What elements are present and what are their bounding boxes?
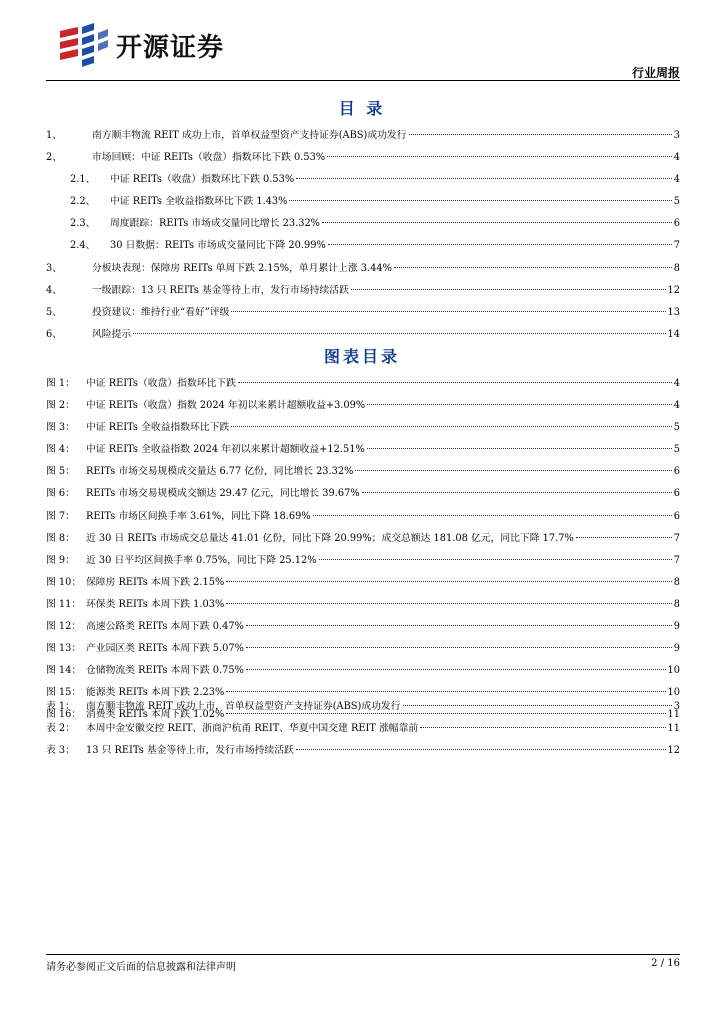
- entry-title: 30 日数据：REITs 市场成交量同比下降 20.99%: [110, 240, 326, 252]
- dot-leader: [231, 311, 665, 312]
- entry-title: 投资建议：维持行业“看好”评级: [92, 306, 230, 318]
- entry-number: 表 2：: [46, 723, 75, 735]
- header-divider: [46, 80, 680, 81]
- dot-leader: [246, 625, 672, 626]
- entry-number: 图 3：: [46, 422, 75, 434]
- table-entry[interactable]: [46, 696, 680, 718]
- entry-number: 图 13：: [46, 643, 82, 655]
- dot-leader: [231, 426, 672, 427]
- entry-title: 产业园区类 REITs 本周下跌 5.07%: [86, 643, 244, 655]
- dot-leader: [394, 267, 672, 268]
- entry-title: 近 30 日平均区间换手率 0.75%，同比下降 25.12%: [86, 554, 317, 566]
- dot-leader: [355, 470, 671, 471]
- toc-entry[interactable]: [46, 280, 680, 302]
- entry-title: 能源类 REITs 本周下跌 2.23%: [86, 687, 225, 699]
- entry-number: 4、: [46, 284, 63, 296]
- entry-number: 图 7：: [46, 510, 75, 522]
- entry-number: 图 11：: [46, 598, 82, 610]
- entry-title: 南方顺丰物流 REIT 成功上市，首单权益型资产支持证券(ABS)成功发行: [86, 701, 401, 712]
- entry-page-number: 8: [673, 598, 680, 610]
- document-type-label: 行业周报: [631, 66, 680, 80]
- dot-leader: [246, 647, 672, 648]
- entry-number: 图 4：: [46, 444, 75, 456]
- entry-number: 5、: [46, 306, 63, 318]
- entry-title: 中证 REITs（收盘）指数 2024 年初以来累计超额收益+3.09%: [86, 400, 366, 412]
- figure-entry[interactable]: [46, 660, 680, 682]
- toc-entry[interactable]: [46, 213, 680, 235]
- figure-entry[interactable]: [46, 572, 680, 594]
- entry-page-number: 9: [673, 643, 680, 655]
- entry-title: 13 只 REITs 基金等待上市，发行市场持续活跃: [86, 745, 294, 757]
- entry-number: 图 5：: [46, 466, 75, 478]
- entry-page-number: 14: [667, 328, 680, 340]
- dot-leader: [420, 727, 665, 728]
- entry-title: 近 30 日 REITs 市场成交总量达 41.01 亿份，同比下降 20.99%；成交总额达 181.08 亿元，同比下降 17.7%: [86, 532, 574, 544]
- entry-page-number: 4: [673, 174, 680, 186]
- entry-number: 图 15：: [46, 687, 82, 699]
- entry-page-number: 12: [667, 284, 680, 296]
- toc-entry[interactable]: [46, 258, 680, 280]
- dot-leader: [296, 178, 672, 179]
- entry-page-number: 5: [673, 422, 680, 434]
- entry-page-number: 6: [673, 510, 680, 522]
- entry-page-number: 10: [667, 665, 680, 677]
- toc-entry[interactable]: [46, 169, 680, 191]
- entry-title: 市场回顾：中证 REITs（收盘）指数环比下跌 0.53%: [92, 152, 326, 164]
- footer-divider: [46, 954, 680, 955]
- toc-list: [46, 125, 680, 346]
- entry-title: 分板块表现：保障房 REITs 单周下跌 2.15%，单月累计上涨 3.44%: [92, 262, 392, 274]
- entry-number: 图 2：: [46, 400, 75, 412]
- entry-page-number: 8: [673, 262, 680, 274]
- figure-entry[interactable]: [46, 638, 680, 660]
- kaiyuan-logo-icon: [58, 23, 110, 67]
- figure-entry[interactable]: [46, 461, 680, 483]
- entry-page-number: 9: [673, 621, 680, 633]
- dot-leader: [576, 537, 672, 538]
- entry-page-number: 7: [673, 554, 680, 566]
- entry-title: 中证 REITs（收盘）指数环比下跌 0.53%: [110, 174, 295, 186]
- dot-leader: [327, 156, 672, 157]
- dot-leader: [367, 448, 672, 449]
- dot-leader: [226, 581, 671, 582]
- table-entry[interactable]: [46, 718, 680, 740]
- dot-leader: [403, 705, 672, 706]
- entry-number: 1、: [46, 130, 63, 141]
- page-header: [46, 20, 680, 82]
- dot-leader: [296, 749, 666, 750]
- figures-list: [46, 373, 680, 727]
- toc-entry[interactable]: [46, 235, 680, 257]
- entry-number: 2.3、: [70, 218, 96, 230]
- entry-number: 图 14：: [46, 665, 82, 677]
- entry-title: 中证 REITs 全收益指数环比下跌 1.43%: [110, 196, 288, 208]
- entry-page-number: 3: [673, 701, 680, 712]
- figure-entry[interactable]: [46, 373, 680, 395]
- entry-page-number: 12: [667, 745, 680, 757]
- entry-page-number: 6: [673, 488, 680, 500]
- toc-entry[interactable]: [46, 324, 680, 346]
- entry-page-number: 4: [673, 378, 680, 389]
- entry-number: 表 3：: [46, 745, 75, 757]
- company-name: 开源证券: [116, 32, 225, 63]
- entry-title: 中证 REITs（收盘）指数环比下跌: [86, 378, 236, 389]
- entry-number: 表 1：: [46, 701, 75, 712]
- entry-title: 高速公路类 REITs 本周下跌 0.47%: [86, 621, 244, 633]
- disclaimer-text: 请务必参阅正文后面的信息披露和法律声明: [46, 962, 236, 973]
- toc-entry[interactable]: [46, 125, 680, 147]
- entry-title: REITs 市场区间换手率 3.61%，同比下降 18.69%: [86, 510, 311, 522]
- entry-page-number: 6: [673, 466, 680, 478]
- entry-number: 2.2、: [70, 196, 96, 208]
- figure-entry[interactable]: [46, 439, 680, 461]
- figure-entry[interactable]: [46, 616, 680, 638]
- entry-title: REITs 市场交易规模成交量达 6.77 亿份，同比增长 23.32%: [86, 466, 354, 478]
- figures-title: 图表目录: [323, 347, 400, 366]
- tables-list: [46, 696, 680, 762]
- entry-page-number: 5: [673, 196, 680, 208]
- entry-page-number: 6: [673, 218, 680, 230]
- dot-leader: [322, 222, 672, 223]
- entry-page-number: 13: [667, 306, 680, 318]
- entry-title: 中证 REITs 全收益指数环比下跌: [86, 422, 230, 434]
- figure-entry[interactable]: [46, 417, 680, 439]
- dot-leader: [319, 559, 672, 560]
- entry-title: 周度跟踪：REITs 市场成交量同比增长 23.32%: [110, 218, 320, 230]
- dot-leader: [328, 244, 672, 245]
- entry-number: 图 16：: [46, 709, 82, 721]
- entry-page-number: 7: [673, 240, 680, 252]
- dot-leader: [409, 134, 672, 135]
- entry-page-number: 11: [667, 723, 680, 735]
- entry-page-number: 8: [673, 576, 680, 588]
- entry-title: 中证 REITs 全收益指数 2024 年初以来累计超额收益+12.51%: [86, 444, 365, 456]
- figure-entry[interactable]: [46, 395, 680, 417]
- dot-leader: [226, 603, 671, 604]
- entry-page-number: 4: [673, 152, 680, 164]
- entry-page-number: 7: [673, 532, 680, 544]
- entry-number: 3、: [46, 262, 63, 274]
- entry-page-number: 3: [673, 130, 680, 141]
- entry-number: 图 10：: [46, 576, 82, 588]
- entry-number: 图 9：: [46, 554, 75, 566]
- toc-title: 目 录: [338, 99, 386, 118]
- dot-leader: [238, 382, 672, 383]
- entry-title: 保障房 REITs 本周下跌 2.15%: [86, 576, 225, 588]
- toc-entry[interactable]: [46, 191, 680, 213]
- toc-entry[interactable]: [46, 147, 680, 169]
- dot-leader: [133, 333, 665, 334]
- dot-leader: [226, 691, 665, 692]
- entry-title: 环保类 REITs 本周下跌 1.03%: [86, 598, 225, 610]
- figure-entry[interactable]: [46, 594, 680, 616]
- entry-number: 2、: [46, 152, 63, 164]
- page-number: 2 / 16: [651, 958, 680, 969]
- entry-title: 风险提示: [92, 328, 132, 340]
- entry-page-number: 10: [667, 687, 680, 699]
- table-entry[interactable]: [46, 740, 680, 762]
- entry-number: 图 12：: [46, 621, 82, 633]
- entry-title: 南方顺丰物流 REIT 成功上市，首单权益型资产支持证券(ABS)成功发行: [92, 130, 407, 141]
- entry-page-number: 11: [667, 709, 680, 721]
- entry-title: REITs 市场交易规模成交额达 29.47 亿元，同比增长 39.67%: [86, 488, 360, 500]
- figure-entry[interactable]: [46, 550, 680, 572]
- dot-leader: [362, 492, 672, 493]
- dot-leader: [367, 404, 672, 405]
- entry-number: 2.1、: [70, 174, 96, 186]
- figure-entry[interactable]: [46, 528, 680, 550]
- dot-leader: [313, 515, 672, 516]
- company-logo: [58, 20, 224, 70]
- entry-page-number: 4: [673, 400, 680, 412]
- entry-number: 图 1：: [46, 378, 75, 389]
- toc-entry[interactable]: [46, 302, 680, 324]
- entry-number: 2.4、: [70, 240, 96, 252]
- dot-leader: [246, 669, 666, 670]
- dot-leader: [289, 200, 671, 201]
- entry-title: 一级跟踪：13 只 REITs 基金等待上市，发行市场持续活跃: [92, 284, 349, 296]
- figure-entry[interactable]: [46, 506, 680, 528]
- entry-title: 消费类 REITs 本周下跌 1.02%: [86, 709, 225, 721]
- entry-page-number: 5: [673, 444, 680, 456]
- entry-title: 本周中金安徽交控 REIT、浙商沪杭甬 REIT、华夏中国交建 REIT 涨幅靠前: [86, 723, 419, 735]
- dot-leader: [351, 289, 666, 290]
- entry-number: 图 6：: [46, 488, 75, 500]
- figure-entry[interactable]: [46, 483, 680, 505]
- entry-number: 6、: [46, 328, 63, 340]
- entry-title: 仓储物流类 REITs 本周下跌 0.75%: [86, 665, 244, 677]
- entry-number: 图 8：: [46, 532, 75, 544]
